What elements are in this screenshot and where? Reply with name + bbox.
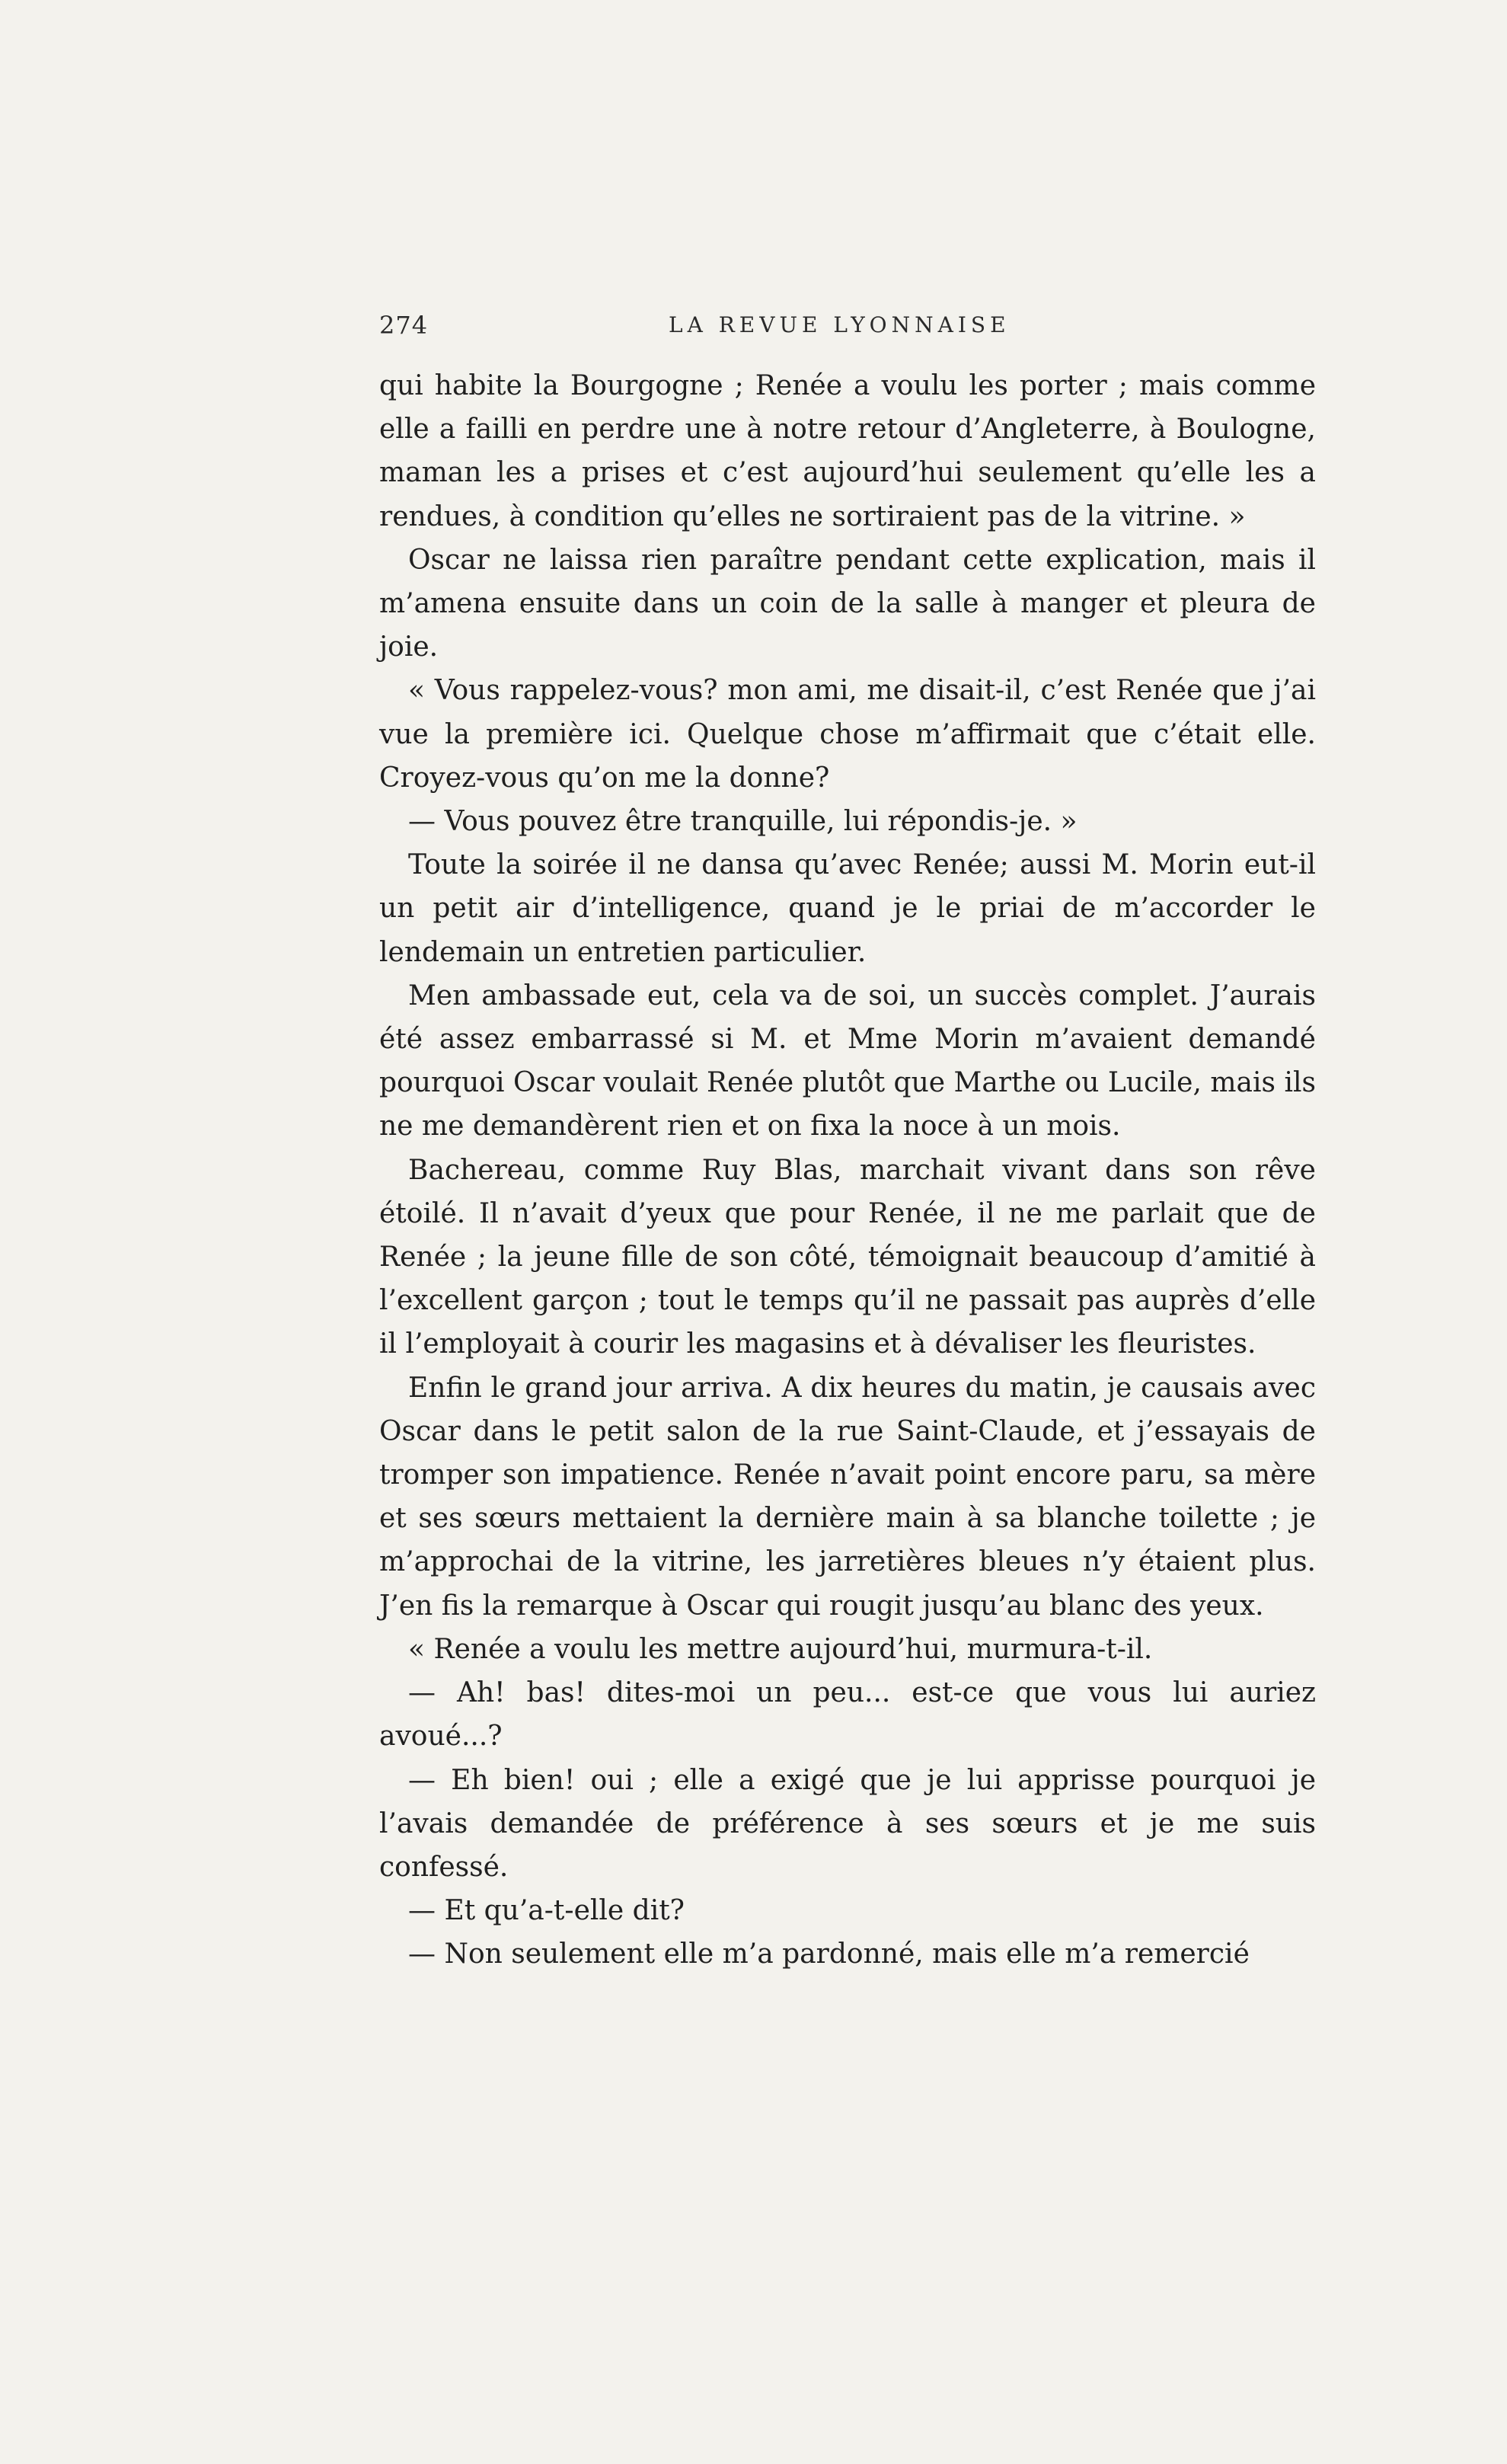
paragraph: — Ah! bas! dites-moi un peu... est-ce que vous lui auriez avoué...? <box>379 1677 1316 1753</box>
paragraph: — Vous pouvez être tranquille, lui répondis-je. » <box>408 806 1078 838</box>
paragraph: Bachereau, comme Ruy Blas, marchait vivant dans son rêve étoilé. Il n’avait d’yeux que pour Renée, il ne me parlait que de Renée ; la jeune fille de son côté, témoignait beaucoup d’amitié à l’excellent garçon ; tout le temps qu’il ne passait pas auprès d’elle il l’employait à courir les magasins et à dévaliser les fleuristes. <box>379 1154 1316 1360</box>
paragraph: — Eh bien! oui ; elle a exigé que je lui apprisse pourquoi je l’avais demandée de préférence à ses sœurs et je me suis confessé. <box>379 1764 1316 1883</box>
paragraph: « Vous rappelez-vous? mon ami, me disait-il, c’est Renée que j’ai vue la première ici. Quelque chose m’affirmait que c’était elle. Croyez-vous qu’on me la donne? <box>379 675 1316 794</box>
paragraph: Men ambassade eut, cela va de soi, un succès complet. J’aurais été assez embarrassé si M. et Mme Morin m’avaient demandé pourquoi Oscar voulait Renée plutôt que Marthe ou Lucile, mais ils ne me demandèrent rien et on fixa la noce à un mois. <box>379 980 1316 1143</box>
paragraph: Toute la soirée il ne dansa qu’avec Renée; aussi M. Morin eut-il un petit air d’intelligence, quand je le priai de m’accorder le lendemain un entretien particulier. <box>379 849 1316 968</box>
paragraph: — Non seulement elle m’a pardonné, mais elle m’a remercié <box>408 1938 1250 1970</box>
page-header <box>379 311 1314 349</box>
paragraph: qui habite la Bourgogne ; Renée a voulu les porter ; mais comme elle a failli en perdre une à notre retour d’Angleterre, à Boulogne, maman les a prises et c’est aujourd’hui seulement qu’elle les a rendues, à condition qu’elles ne sortiraient pas de la vitrine. » <box>379 370 1316 532</box>
paragraph: — Et qu’a-t-elle dit? <box>408 1895 685 1927</box>
running-head: LA REVUE LYONNAISE <box>669 312 1011 337</box>
body-text <box>379 364 1316 1977</box>
paragraph: Enfin le grand jour arriva. A dix heures du matin, je causais avec Oscar dans le petit salon de la rue Saint-Claude, et j’essayais de tromper son impatience. Renée n’avait point encore paru, sa mère et ses sœurs mettaient la dernière main à sa blanche toilette ; je m’approchai de la vitrine, les jarretières bleues n’y étaient plus. J’en fis la remarque à Oscar qui rougit jusqu’au blanc des yeux. <box>379 1372 1316 1622</box>
page-number: 274 <box>379 311 429 340</box>
paragraph: Oscar ne laissa rien paraître pendant cette explication, mais il m’amena ensuite dans un coin de la salle à manger et pleura de joie. <box>379 544 1316 663</box>
paragraph: « Renée a voulu les mettre aujourd’hui, murmura-t-il. <box>408 1633 1153 1665</box>
